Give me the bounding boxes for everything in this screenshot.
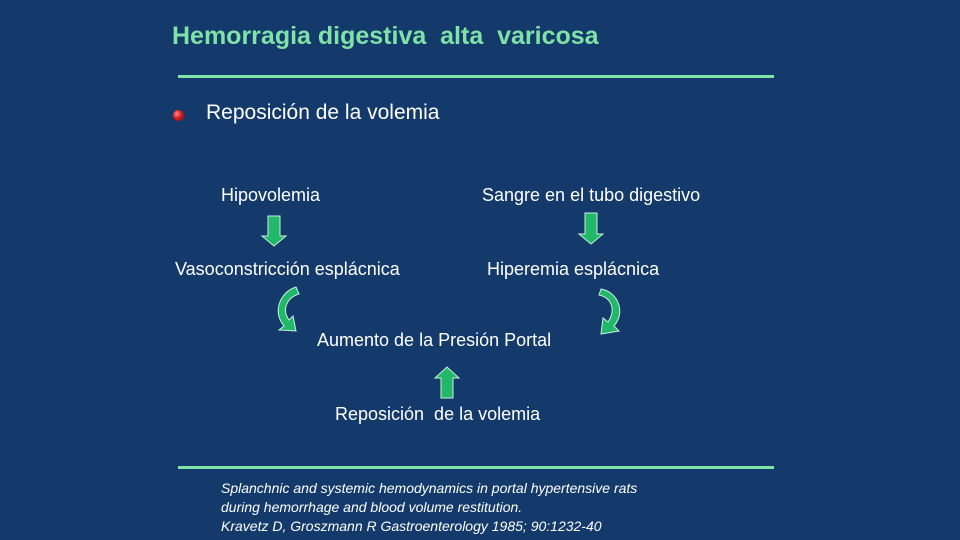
node-presion-portal: Aumento de la Presión Portal [317, 330, 552, 350]
node-sangre-tubo-digestivo: Sangre en el tubo digestivo [482, 185, 701, 205]
node-hiperemia: Hiperemia esplácnica [487, 259, 660, 279]
reference-line-3: Kravetz D, Groszmann R Gastroenterology 1985; 90:1232-40 [221, 518, 602, 534]
slide-title: Hemorragia digestiva alta varicosa [172, 22, 599, 50]
reference-line-1: Splanchnic and systemic hemodynamics in portal hypertensive rats [221, 480, 638, 496]
curved-arrow-left-icon [278, 287, 299, 331]
down-arrow-right-icon [579, 213, 603, 244]
up-arrow-icon [435, 367, 459, 398]
down-arrow-left-icon [262, 216, 286, 246]
bottom-divider [178, 466, 774, 469]
node-hipovolemia: Hipovolemia [221, 185, 321, 205]
node-vasoconstriccion: Vasoconstricción esplácnica [175, 259, 400, 279]
node-reposicion-volemia: Reposición de la volemia [335, 404, 541, 424]
reference-line-2: during hemorrhage and blood volume restitution. [221, 499, 523, 515]
bullet-heading: Reposición de la volemia [206, 101, 440, 124]
reference-block [221, 479, 637, 536]
curved-arrow-right-icon [599, 289, 620, 334]
